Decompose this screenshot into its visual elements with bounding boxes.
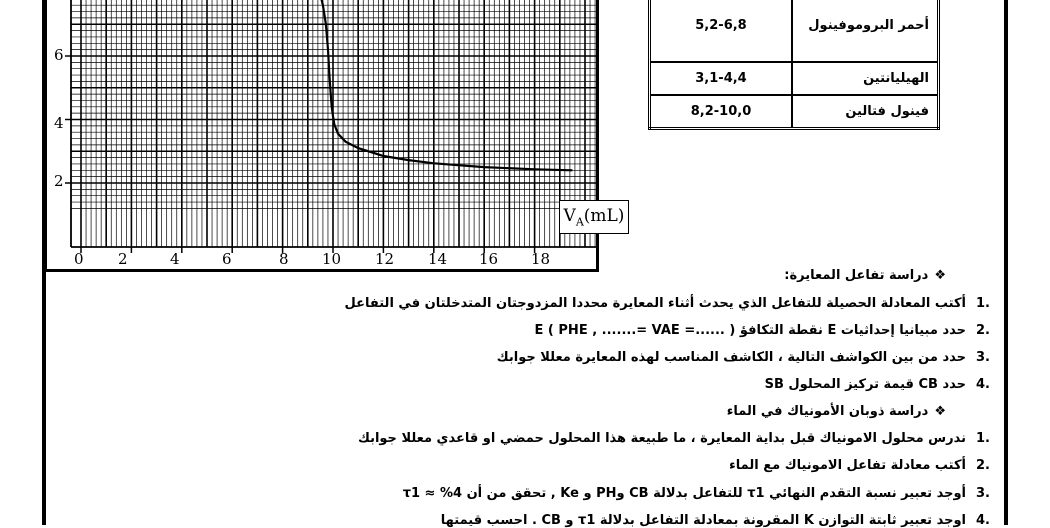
y-tick-6: 6 (54, 46, 64, 64)
section1-item-4 (765, 377, 990, 392)
graph-svg (47, 0, 602, 272)
page-right-border (1004, 0, 1008, 525)
table-row (650, 95, 939, 129)
indicator-range: 8,2-10,0 (650, 95, 793, 129)
x-tick-18: 18 (531, 250, 551, 268)
item-number: .2 (976, 323, 990, 338)
x-axis-label: $V_A(mL)$ (559, 200, 629, 234)
titration-graph (44, 0, 625, 272)
item-number: .1 (976, 296, 990, 311)
section2-item-4 (441, 513, 990, 528)
item-text: ندرس محلول الامونياك قبل بداية المعايرة ، ما طبيعة هذا المحلول حمضي او قاعدي معللا جوابك (357, 431, 966, 446)
x-tick-2: 2 (118, 250, 128, 268)
section2-item-1 (358, 431, 990, 446)
section1-item-3 (497, 350, 990, 365)
x-tick-6: 6 (222, 250, 232, 268)
table-row (650, 62, 939, 95)
indicator-range: 3,1-4,4 (650, 62, 793, 95)
item-text: اوجد تعبير ثابتة التوازن K المقرونة بمعادلة التفاعل بدلالة τ1 و CB . احسب قيمتها (440, 513, 966, 528)
item-text: أوجد تعبير نسبة التقدم النهائي τ1 للتفاعل بدلالة CB وPH و Ke , تحقق من أن 4% ≈ τ1 (402, 486, 966, 501)
x-tick-12: 12 (375, 250, 395, 268)
item-text: أكتب معادلة تفاعل الامونياك مع الماء (729, 458, 966, 473)
indicator-name: الهيليانتين (792, 62, 939, 95)
section1-title: دراسة تفاعل المعايرة: (784, 268, 929, 283)
indicator-name: فينول فتالين (792, 95, 939, 129)
y-tick-2: 2 (54, 172, 64, 190)
x-tick-0: 0 (74, 250, 84, 268)
x-tick-14: 14 (428, 250, 448, 268)
x-tick-16: 16 (479, 250, 499, 268)
diamond-bullet-icon: ❖ (934, 404, 946, 419)
item-number: .4 (976, 377, 990, 392)
section1-heading (784, 268, 946, 283)
table-row (650, 0, 939, 62)
item-number: .3 (976, 486, 990, 501)
section2-title: دراسة ذوبان الأمونياك في الماء (726, 404, 929, 419)
x-tick-4: 4 (170, 250, 180, 268)
x-tick-8: 8 (279, 250, 289, 268)
item-number: .4 (976, 513, 990, 528)
x-tick-10: 10 (322, 250, 342, 268)
item-number: .1 (976, 431, 990, 446)
indicator-range: 5,2-6,8 (650, 0, 793, 62)
indicators-table (648, 0, 940, 130)
item-number: .2 (976, 458, 990, 473)
section2-item-2 (729, 458, 990, 473)
item-text: حدد مبيانيا إحداثيات E نقطة التكافؤ ( ......= PHE , .......= VAE ) E (534, 323, 966, 338)
section2-heading (727, 404, 946, 419)
y-tick-4: 4 (54, 114, 64, 132)
item-text: حدد من بين الكواشف التالية ، الكاشف المناسب لهذه المعايرة معللا جوابك (496, 350, 966, 365)
item-text: أكتب المعادلة الحصيلة للتفاعل الذي يحدث أثناء المعايرة محددا المزدوجتان المتدخلتان في التفاعل (344, 296, 966, 311)
diamond-bullet-icon: ❖ (934, 268, 946, 283)
item-text: حدد CB قيمة تركيز المحلول SB (764, 377, 966, 392)
section2-item-3 (403, 486, 990, 501)
indicator-name: أحمر البروموفينول (792, 0, 939, 62)
section1-item-1 (345, 296, 990, 311)
section1-item-2 (535, 323, 990, 338)
item-number: .3 (976, 350, 990, 365)
